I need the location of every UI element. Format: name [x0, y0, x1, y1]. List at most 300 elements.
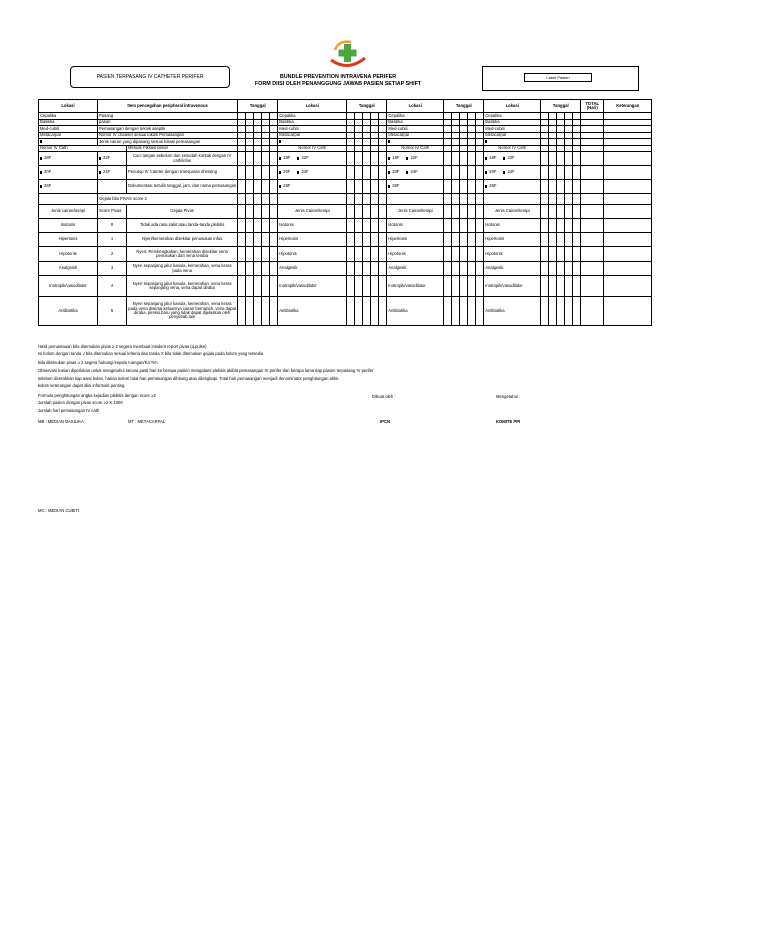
- g-date-cell[interactable]: [444, 233, 452, 247]
- nomor-iv-cath-label: Nomor IV Cath: [278, 145, 347, 152]
- g-date-cell[interactable]: [573, 205, 581, 219]
- g-date-cell[interactable]: [355, 205, 363, 219]
- total-cell[interactable]: [581, 205, 604, 219]
- g-date-cell[interactable]: [444, 219, 452, 233]
- g-date-cell[interactable]: [347, 297, 355, 326]
- g-date-cell[interactable]: [476, 180, 484, 194]
- g-date-cell[interactable]: [363, 219, 371, 233]
- g1-date-cell[interactable]: [262, 205, 270, 219]
- g1-date-cell[interactable]: [270, 262, 278, 276]
- g-date-cell[interactable]: [557, 180, 565, 194]
- g1-date-cell[interactable]: [254, 276, 262, 297]
- g-date-cell[interactable]: [476, 233, 484, 247]
- size-cell: [98, 180, 127, 194]
- g-date-cell[interactable]: [363, 247, 371, 262]
- g1-date-cell[interactable]: [270, 219, 278, 233]
- g1-date-cell[interactable]: [238, 233, 246, 247]
- g-date-cell[interactable]: [549, 276, 557, 297]
- note-line: Isi kolom dengan tanda √ bila ditemukan sesuai kriteria dan tanda X bila tidak ditemukan gejala pada kolom yang tersedia: [38, 351, 264, 356]
- g-date-cell[interactable]: [468, 276, 476, 297]
- g-date-cell[interactable]: [452, 194, 460, 205]
- score-cell: 2: [98, 247, 127, 262]
- note-line: Hasil pemantauan bila ditemukan pivas ≥ 2 segera membuat insident report pivas (q.pulse): [38, 344, 207, 349]
- g-date-cell[interactable]: [371, 297, 379, 326]
- g-date-cell[interactable]: [460, 233, 468, 247]
- g-date-cell[interactable]: [541, 262, 549, 276]
- g-date-cell[interactable]: [557, 276, 565, 297]
- lokasi-cell: Cepalika: [278, 113, 347, 120]
- header-item: Item pencegahan peripheral intravenous: [98, 100, 238, 113]
- g-date-cell[interactable]: [460, 205, 468, 219]
- g1-date-cell[interactable]: [270, 180, 278, 194]
- g-date-cell[interactable]: [468, 194, 476, 205]
- g1-date-cell[interactable]: [238, 194, 246, 205]
- size-label: 26F: [489, 183, 497, 189]
- g-date-cell[interactable]: [379, 297, 387, 326]
- note-line: selelum dicetahkan tiap awal bulan, harian kolom total hari pemasangan dihitung atau dilengkapi. Total hari pemasangan menjadi denominator penghitungan akhir.: [38, 376, 340, 381]
- g-date-cell[interactable]: [363, 152, 371, 166]
- g-date-cell[interactable]: [557, 194, 565, 205]
- g-date-cell[interactable]: [573, 166, 581, 180]
- checkbox-marker: [503, 157, 505, 160]
- note-line: Bila ditemukan pivas ≥ 2 segera hubungi kepala ruangan/Ka Tim: [38, 360, 158, 365]
- g-date-cell[interactable]: [573, 247, 581, 262]
- g1-date-cell[interactable]: [270, 233, 278, 247]
- g-date-cell[interactable]: [347, 247, 355, 262]
- g-date-cell[interactable]: [355, 219, 363, 233]
- g-date-cell[interactable]: [476, 152, 484, 166]
- g-date-cell[interactable]: [347, 152, 355, 166]
- g-date-cell[interactable]: [452, 247, 460, 262]
- g-date-cell[interactable]: [565, 152, 573, 166]
- g-date-cell[interactable]: [371, 180, 379, 194]
- g1-date-cell[interactable]: [246, 180, 254, 194]
- g-date-cell[interactable]: [444, 262, 452, 276]
- g1-date-cell[interactable]: [262, 180, 270, 194]
- g1-date-cell[interactable]: [246, 194, 254, 205]
- total-cell[interactable]: [581, 276, 604, 297]
- g-date-cell[interactable]: [565, 194, 573, 205]
- g-date-cell[interactable]: [549, 180, 557, 194]
- table-row: [39, 219, 652, 233]
- g-date-cell[interactable]: [541, 152, 549, 166]
- g-date-cell[interactable]: [476, 219, 484, 233]
- checkbox-marker: [40, 140, 42, 143]
- g1-date-cell[interactable]: [262, 233, 270, 247]
- g1-date-cell[interactable]: [262, 262, 270, 276]
- keterangan-cell[interactable]: [604, 166, 652, 180]
- g1-date-cell[interactable]: [246, 276, 254, 297]
- g1-date-cell[interactable]: [246, 219, 254, 233]
- keterangan-cell[interactable]: [604, 276, 652, 297]
- g-date-cell[interactable]: [468, 297, 476, 326]
- g-date-cell[interactable]: [363, 166, 371, 180]
- g-date-cell[interactable]: [549, 205, 557, 219]
- therapy-cell: Antibiotika: [484, 297, 541, 326]
- lokasi-cell: Basilika: [39, 119, 98, 126]
- therapy-cell: Hipertonis: [278, 233, 347, 247]
- g1-date-cell[interactable]: [262, 152, 270, 166]
- g1-date-cell[interactable]: [254, 262, 262, 276]
- g1-date-cell[interactable]: [270, 152, 278, 166]
- g-date-cell[interactable]: [565, 219, 573, 233]
- g-date-cell[interactable]: [363, 205, 371, 219]
- checkbox-marker: [388, 171, 390, 174]
- total-cell[interactable]: [581, 262, 604, 276]
- g1-date-cell[interactable]: [270, 194, 278, 205]
- therapy-cell: Hipotonis: [484, 247, 541, 262]
- item-cell: Pasang: [98, 113, 238, 120]
- item-cell: Cuci tangan sebelum dan sesudah kontak dengan IV cath/infus: [127, 152, 238, 166]
- g-date-cell[interactable]: [573, 297, 581, 326]
- g-date-cell[interactable]: [347, 180, 355, 194]
- g-date-cell[interactable]: [541, 194, 549, 205]
- g-date-cell[interactable]: [379, 166, 387, 180]
- g-date-cell[interactable]: [444, 297, 452, 326]
- keterangan-cell[interactable]: [604, 219, 652, 233]
- g-date-cell[interactable]: [444, 180, 452, 194]
- g-date-cell[interactable]: [379, 194, 387, 205]
- g-date-cell[interactable]: [371, 205, 379, 219]
- g-date-cell[interactable]: [476, 166, 484, 180]
- g-date-cell[interactable]: [541, 166, 549, 180]
- g1-date-cell[interactable]: [254, 219, 262, 233]
- g1-date-cell[interactable]: [270, 297, 278, 326]
- g-date-cell[interactable]: [565, 233, 573, 247]
- g-date-cell[interactable]: [347, 262, 355, 276]
- g-date-cell[interactable]: [355, 180, 363, 194]
- g-date-cell[interactable]: [371, 152, 379, 166]
- g-date-cell[interactable]: [468, 233, 476, 247]
- g-date-cell[interactable]: [468, 247, 476, 262]
- g-date-cell[interactable]: [452, 297, 460, 326]
- g-date-cell[interactable]: [347, 205, 355, 219]
- g-date-cell[interactable]: [379, 247, 387, 262]
- g-date-cell[interactable]: [549, 152, 557, 166]
- size-label: 18F: [392, 155, 400, 161]
- g-date-cell[interactable]: [549, 233, 557, 247]
- g-date-cell[interactable]: [379, 180, 387, 194]
- item-cell: Jenis cairan yang dipasang sesuai lokasi pemasangan: [98, 139, 238, 146]
- g-date-cell[interactable]: [468, 205, 476, 219]
- g-date-cell[interactable]: [557, 233, 565, 247]
- score-pivas-header: Score Pivas: [98, 205, 127, 219]
- g-date-cell[interactable]: [444, 247, 452, 262]
- g1-date-cell[interactable]: [238, 297, 246, 326]
- g-date-cell[interactable]: [363, 194, 371, 205]
- g-date-cell[interactable]: [355, 297, 363, 326]
- g-date-cell[interactable]: [355, 233, 363, 247]
- g1-date-cell[interactable]: [254, 205, 262, 219]
- g-date-cell[interactable]: [452, 166, 460, 180]
- g-date-cell[interactable]: [347, 219, 355, 233]
- g-date-cell[interactable]: [379, 233, 387, 247]
- size-label: 18F: [283, 155, 291, 161]
- g-date-cell[interactable]: [379, 205, 387, 219]
- g-date-cell[interactable]: [557, 297, 565, 326]
- g-date-cell[interactable]: [549, 219, 557, 233]
- g-date-cell[interactable]: [379, 219, 387, 233]
- g-date-cell[interactable]: [541, 276, 549, 297]
- g-date-cell[interactable]: [460, 194, 468, 205]
- lokasi-cell: Metacarpal: [387, 132, 444, 139]
- header-keterangan: Keterangan: [604, 100, 652, 113]
- g1-date-cell[interactable]: [270, 247, 278, 262]
- g-date-cell[interactable]: [541, 297, 549, 326]
- checkbox-marker: [485, 171, 487, 174]
- g-date-cell[interactable]: [557, 247, 565, 262]
- total-cell[interactable]: [581, 297, 604, 326]
- acknowledged-label: Mengetahui :: [496, 394, 521, 399]
- g-date-cell[interactable]: [444, 166, 452, 180]
- g-date-cell[interactable]: [468, 219, 476, 233]
- g-date-cell[interactable]: [557, 152, 565, 166]
- size-pair-cell: [484, 152, 541, 166]
- g1-date-cell[interactable]: [246, 205, 254, 219]
- g-date-cell[interactable]: [371, 194, 379, 205]
- g-date-cell[interactable]: [371, 247, 379, 262]
- keterangan-cell[interactable]: [604, 180, 652, 194]
- g1-date-cell[interactable]: [254, 152, 262, 166]
- g-date-cell[interactable]: [371, 262, 379, 276]
- g-date-cell[interactable]: [468, 180, 476, 194]
- g-date-cell[interactable]: [355, 152, 363, 166]
- g-date-cell[interactable]: [573, 233, 581, 247]
- g-date-cell[interactable]: [573, 262, 581, 276]
- g-date-cell[interactable]: [476, 247, 484, 262]
- g-date-cell[interactable]: [460, 152, 468, 166]
- g1-date-cell[interactable]: [246, 247, 254, 262]
- jenis-cairan-header: Jenis Cairan/terapi: [387, 205, 444, 219]
- g-date-cell[interactable]: [565, 166, 573, 180]
- g-date-cell[interactable]: [565, 205, 573, 219]
- g-date-cell[interactable]: [371, 219, 379, 233]
- g-date-cell[interactable]: [452, 152, 460, 166]
- g1-date-cell[interactable]: [238, 262, 246, 276]
- lokasi-cell: Basilika: [278, 119, 347, 126]
- therapy-cell: Isotonis: [387, 219, 444, 233]
- g1-date-cell[interactable]: [262, 297, 270, 326]
- g1-date-cell[interactable]: [254, 247, 262, 262]
- g1-date-cell[interactable]: [262, 166, 270, 180]
- g-date-cell[interactable]: [565, 247, 573, 262]
- g1-date-cell[interactable]: [262, 194, 270, 205]
- keterangan-cell[interactable]: [604, 262, 652, 276]
- g-date-cell[interactable]: [347, 276, 355, 297]
- checkbox-marker: [279, 157, 281, 160]
- g-date-cell[interactable]: [452, 262, 460, 276]
- note-line: kolom keterangan dapat diisi informasi penting.: [38, 383, 126, 388]
- g-date-cell[interactable]: [565, 297, 573, 326]
- g1-date-cell[interactable]: [262, 276, 270, 297]
- g1-date-cell[interactable]: [254, 194, 262, 205]
- blank-cell: [39, 194, 98, 205]
- g1-date-cell[interactable]: [238, 180, 246, 194]
- g-date-cell[interactable]: [565, 276, 573, 297]
- komite-signature: KOMITE PPI: [496, 419, 521, 424]
- total-cell[interactable]: [581, 247, 604, 262]
- g-date-cell[interactable]: [557, 205, 565, 219]
- g1-date-cell[interactable]: [246, 262, 254, 276]
- g-date-cell[interactable]: [452, 276, 460, 297]
- g-date-cell[interactable]: [355, 262, 363, 276]
- g-date-cell[interactable]: [476, 276, 484, 297]
- g-date-cell[interactable]: [549, 194, 557, 205]
- g-date-cell[interactable]: [460, 180, 468, 194]
- g-date-cell[interactable]: [460, 262, 468, 276]
- jenis-cairan-header: Jenis Cairan/terapi: [278, 205, 347, 219]
- g1-date-cell[interactable]: [238, 276, 246, 297]
- therapy-cell: Analgesik: [39, 262, 98, 276]
- g1-date-cell[interactable]: [246, 297, 254, 326]
- g-date-cell[interactable]: [379, 262, 387, 276]
- g-date-cell[interactable]: [557, 219, 565, 233]
- g-date-cell[interactable]: [573, 194, 581, 205]
- checkbox-marker: [406, 171, 408, 174]
- g-date-cell[interactable]: [476, 194, 484, 205]
- total-cell[interactable]: [581, 180, 604, 194]
- total-cell[interactable]: [581, 166, 604, 180]
- g1-date-cell[interactable]: [246, 166, 254, 180]
- g-date-cell[interactable]: [565, 180, 573, 194]
- g-date-cell[interactable]: [363, 262, 371, 276]
- item-cell: Dokumentasi tertulis tanggal, jam, dan nama pemasangan: [127, 180, 238, 194]
- keterangan-cell[interactable]: [604, 247, 652, 262]
- g-date-cell[interactable]: [452, 219, 460, 233]
- g-date-cell[interactable]: [565, 262, 573, 276]
- score-cell: 5: [98, 297, 127, 326]
- keterangan-cell[interactable]: [604, 205, 652, 219]
- therapy-cell: Isotonis: [39, 219, 98, 233]
- g-date-cell[interactable]: [476, 205, 484, 219]
- g-date-cell[interactable]: [468, 152, 476, 166]
- gejala-pivas-header: Gejala Pivas: [127, 205, 238, 219]
- g-date-cell[interactable]: [355, 166, 363, 180]
- item-cell: Gejala bila PIVAS score 2: [98, 194, 238, 205]
- g1-date-cell[interactable]: [254, 297, 262, 326]
- g-date-cell[interactable]: [452, 180, 460, 194]
- g-date-cell[interactable]: [347, 233, 355, 247]
- keterangan-cell[interactable]: [604, 152, 652, 166]
- g-date-cell[interactable]: [444, 276, 452, 297]
- score-cell: 3: [98, 262, 127, 276]
- g-date-cell[interactable]: [363, 180, 371, 194]
- g-date-cell[interactable]: [363, 233, 371, 247]
- g-date-cell[interactable]: [541, 247, 549, 262]
- g-date-cell[interactable]: [573, 219, 581, 233]
- g1-date-cell[interactable]: [246, 233, 254, 247]
- g-date-cell[interactable]: [476, 262, 484, 276]
- g-date-cell[interactable]: [460, 247, 468, 262]
- g-date-cell[interactable]: [460, 219, 468, 233]
- g1-date-cell[interactable]: [270, 166, 278, 180]
- g-date-cell[interactable]: [355, 276, 363, 297]
- g-date-cell[interactable]: [460, 276, 468, 297]
- g-date-cell[interactable]: [573, 152, 581, 166]
- g1-date-cell[interactable]: [262, 247, 270, 262]
- g-date-cell[interactable]: [541, 233, 549, 247]
- g1-date-cell[interactable]: [246, 152, 254, 166]
- g-date-cell[interactable]: [371, 233, 379, 247]
- table-row: [39, 166, 652, 180]
- g-date-cell[interactable]: [452, 233, 460, 247]
- g1-date-cell[interactable]: [254, 166, 262, 180]
- g1-date-cell[interactable]: [270, 276, 278, 297]
- g-date-cell[interactable]: [444, 205, 452, 219]
- g1-date-cell[interactable]: [238, 152, 246, 166]
- g1-date-cell[interactable]: [270, 205, 278, 219]
- g-date-cell[interactable]: [444, 152, 452, 166]
- g-date-cell[interactable]: [573, 276, 581, 297]
- keterangan-cell[interactable]: [604, 233, 652, 247]
- checkbox-marker: [503, 171, 505, 174]
- g-date-cell[interactable]: [355, 194, 363, 205]
- ipcn-signature: IPCN: [380, 419, 391, 424]
- g1-date-cell[interactable]: [262, 219, 270, 233]
- total-cell[interactable]: [581, 152, 604, 166]
- total-cell[interactable]: [581, 194, 604, 205]
- g-date-cell[interactable]: [460, 297, 468, 326]
- g-date-cell[interactable]: [379, 276, 387, 297]
- g-date-cell[interactable]: [557, 166, 565, 180]
- patient-label-box: Label Pasien: [524, 73, 592, 82]
- g-date-cell[interactable]: [476, 297, 484, 326]
- g-date-cell[interactable]: [549, 166, 557, 180]
- g-date-cell[interactable]: [347, 194, 355, 205]
- g1-date-cell[interactable]: [238, 219, 246, 233]
- g-date-cell[interactable]: [347, 166, 355, 180]
- size-pair-cell: [278, 152, 347, 166]
- g-date-cell[interactable]: [460, 166, 468, 180]
- g1-date-cell[interactable]: [238, 166, 246, 180]
- keterangan-cell[interactable]: [604, 194, 652, 205]
- g1-date-cell[interactable]: [238, 205, 246, 219]
- g-date-cell[interactable]: [468, 262, 476, 276]
- checkbox-marker: [485, 185, 487, 188]
- g-date-cell[interactable]: [379, 152, 387, 166]
- g-date-cell[interactable]: [573, 180, 581, 194]
- total-cell[interactable]: [581, 233, 604, 247]
- total-cell[interactable]: [581, 219, 604, 233]
- g1-date-cell[interactable]: [238, 247, 246, 262]
- size-label: 24F: [301, 169, 309, 175]
- g-date-cell[interactable]: [557, 262, 565, 276]
- note-line: Jumlah hari pemasangan IV cath: [38, 408, 100, 413]
- g1-date-cell[interactable]: [254, 180, 262, 194]
- gejala-cell: Nyeri sepanjang jalur kanula, kemerahan, vena keras sepanjang vena, vena dapat diraba: [127, 276, 238, 297]
- g1-date-cell[interactable]: [254, 233, 262, 247]
- g-date-cell[interactable]: [452, 205, 460, 219]
- lokasi-cell: Med-cubiti: [484, 126, 541, 133]
- g-date-cell[interactable]: [549, 262, 557, 276]
- g-date-cell[interactable]: [549, 247, 557, 262]
- g-date-cell[interactable]: [541, 219, 549, 233]
- g-date-cell[interactable]: [541, 180, 549, 194]
- g-date-cell[interactable]: [363, 276, 371, 297]
- g-date-cell[interactable]: [355, 247, 363, 262]
- g-date-cell[interactable]: [363, 297, 371, 326]
- therapy-cell: Antibiotika: [39, 297, 98, 326]
- g-date-cell[interactable]: [444, 194, 452, 205]
- g-date-cell[interactable]: [549, 297, 557, 326]
- g-date-cell[interactable]: [371, 276, 379, 297]
- g-date-cell[interactable]: [468, 166, 476, 180]
- g-date-cell[interactable]: [371, 166, 379, 180]
- checkbox-marker: [279, 185, 281, 188]
- therapy-cell: Inotropik/vasodilator: [387, 276, 444, 297]
- keterangan-cell[interactable]: [604, 297, 652, 326]
- g-date-cell[interactable]: [541, 205, 549, 219]
